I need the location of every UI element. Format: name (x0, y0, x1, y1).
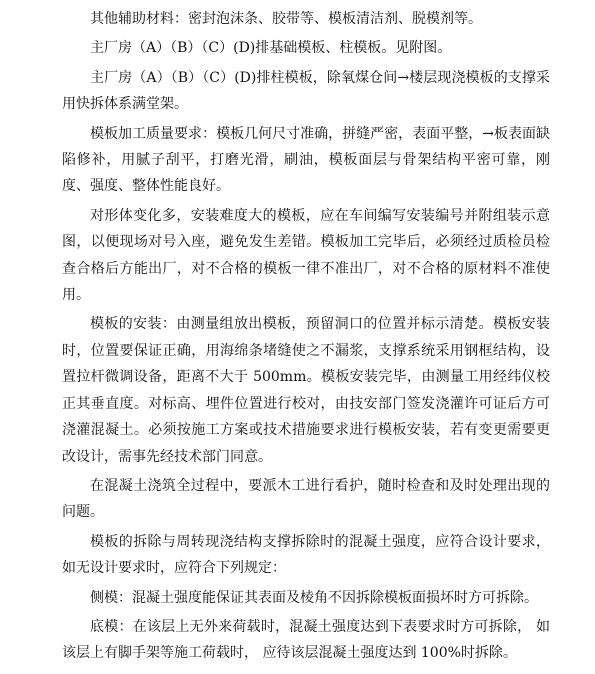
paragraph-complex-formwork: 对形体变化多，安装难度大的模板，应在车间编写安装编号并附组装示意图，以便现场对号入座，避免发生差错。模板加工完毕后，必须经过质检员检查合格后方能出厂，对不合格的模板一律不准出厂，对不合格的原材料不准使用。 (62, 207, 550, 304)
paragraph-side-formwork: 侧模：混凝土强度能保证其表面及棱角不因拆除模板面损坏时方可拆除。 (90, 589, 538, 606)
paragraph-foundation-formwork: 主厂房（A）（B）（C）(D)排基础模板、柱模板。见附图。 (90, 40, 452, 57)
document-body (62, 6, 550, 670)
paragraph-pouring-supervision: 在混凝土浇筑全过程中，要派木工进行看护，随时检查和及时处理出现的问题。 (62, 477, 550, 521)
paragraph-bottom-formwork: 底模：在该层上无外来荷载时，混凝土强度达到下表要求时方可拆除， 如该层上有脚手架等施工荷载时， 应待该层混凝土强度达到 100%时拆除。 (62, 618, 550, 662)
paragraph-auxiliary-materials: 其他辅助材料：密封泡沫条、胶带等、模板清洁剂、脱模剂等。 (90, 11, 482, 27)
paragraph-formwork-removal: 模板的拆除与周转现浇结构支撑拆除时的混凝土强度，应符合设计要求，如无设计要求时，应符合下列规定： (62, 533, 550, 577)
paragraph-formwork-installation: 模板的安装：由测量组放出模板，预留洞口的位置并标示清楚。模板安装时，位置要保证正确，用海绵条堵缝使之不漏浆，支撑系统采用钢框结构，设置拉杆微调设备，距离不大于 500mm。模板安装完毕，由测量工用经纬仪校正其垂直度。对标高、埋件位置进行校对，由技安部门签发浇灌许可证后方可浇灌混凝土。必须按施工方案或技术措施要求进行模板安装，若有变更需要更改设计，需事先经技术部门同意。 (62, 316, 550, 465)
paragraph-column-formwork-support: 主厂房（A）（B）（C）(D)排柱模板，除氧煤仓间→楼层现浇模板的支撑采用快拆体系满堂架。 (62, 69, 550, 113)
paragraph-quality-requirements: 模板加工质量要求：模板几何尺寸准确，拼缝严密，表面平整，→板表面缺陷修补，用腻子刮平，打磨光滑，刷油，模板面层与骨架结构平密可靠，刚度、强度、整体性能良好。 (62, 125, 550, 195)
